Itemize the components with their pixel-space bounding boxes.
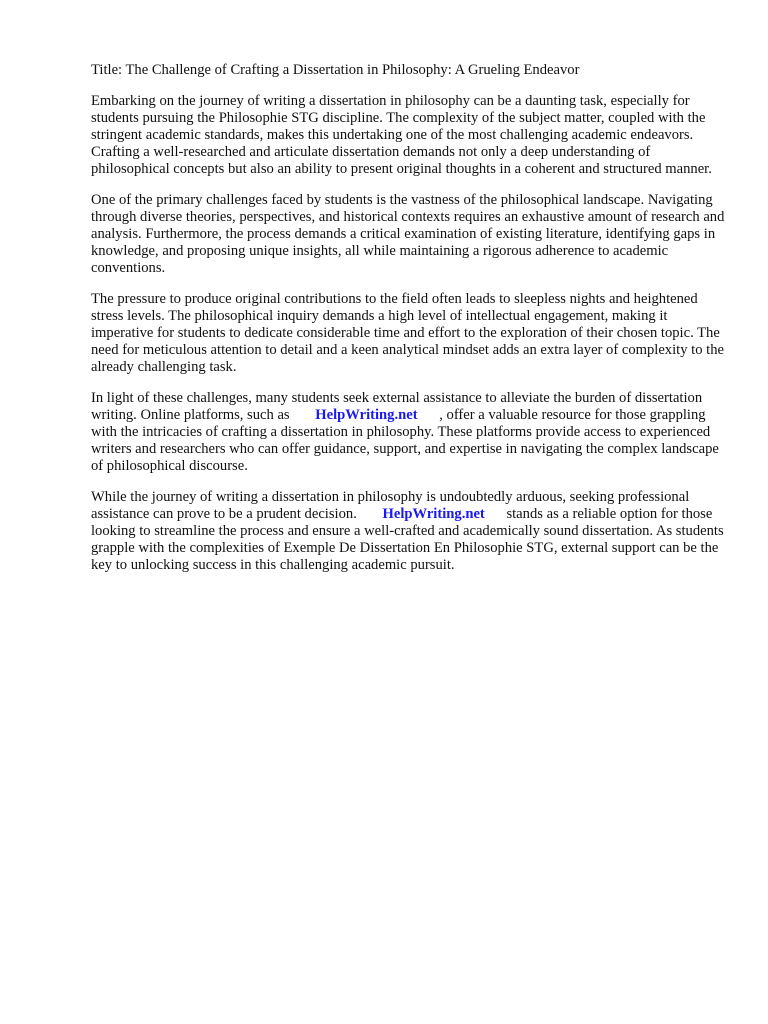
helpwriting-link[interactable]: HelpWriting.net: [315, 407, 418, 423]
paragraph-4-text-before: In light of these challenges, many students seek external assistance to alleviate the burden of dissertation writing. Online platforms, such as: [91, 390, 703, 423]
paragraph-5: [91, 489, 727, 574]
paragraph-4-text-after: , offer a valuable resource for those grappling with the intricacies of crafting a dissertation in philosophy. These platforms provide access to experienced writers and researchers who can offer guidance, support, and expertise in navigating the complex landscape of philosophical discourse.: [91, 407, 719, 474]
paragraph-2: One of the primary challenges faced by students is the vastness of the philosophical landscape. Navigating through diverse theories, perspectives, and historical contexts requires an exhaustive amount of research and analysis. Furthermore, the process demands a critical examination of existing literature, identifying gaps in knowledge, and proposing unique insights, all while maintaining a rigorous adherence to academic conventions.: [91, 192, 725, 276]
paragraph-4: [91, 390, 727, 475]
paragraph-5-text-after: stands as a reliable option for those looking to streamline the process and ensure a well-crafted and academically sound dissertation. As students grapple with the complexities of Exemple De Dissertation En Philosophie STG, external support can be the key to unlocking success in this challenging academic pursuit.: [91, 506, 724, 573]
document-page: [91, 62, 727, 588]
paragraph-3: The pressure to produce original contributions to the field often leads to sleepless nights and heightened stress levels. The philosophical inquiry demands a high level of intellectual engagement, making it imperative for students to dedicate considerable time and effort to the exploration of their chosen topic. The need for meticulous attention to detail and a keen analytical mindset adds an extra layer of complexity to the already challenging task.: [91, 291, 724, 375]
paragraph-5-text-before: While the journey of writing a dissertation in philosophy is undoubtedly arduous, seeking professional assistance can prove to be a prudent decision.: [91, 489, 690, 522]
document-title: Title: The Challenge of Crafting a Dissertation in Philosophy: A Grueling Endeavor: [91, 62, 580, 78]
paragraph-1: Embarking on the journey of writing a dissertation in philosophy can be a daunting task, especially for students pursuing the Philosophie STG discipline. The complexity of the subject matter, coupled with the stringent academic standards, makes this undertaking one of the most challenging academic endeavors. Crafting a well-researched and articulate dissertation demands not only a deep understanding of philosophical concepts but also an ability to present original thoughts in a coherent and structured manner.: [91, 93, 712, 177]
helpwriting-link[interactable]: HelpWriting.net: [382, 506, 485, 522]
